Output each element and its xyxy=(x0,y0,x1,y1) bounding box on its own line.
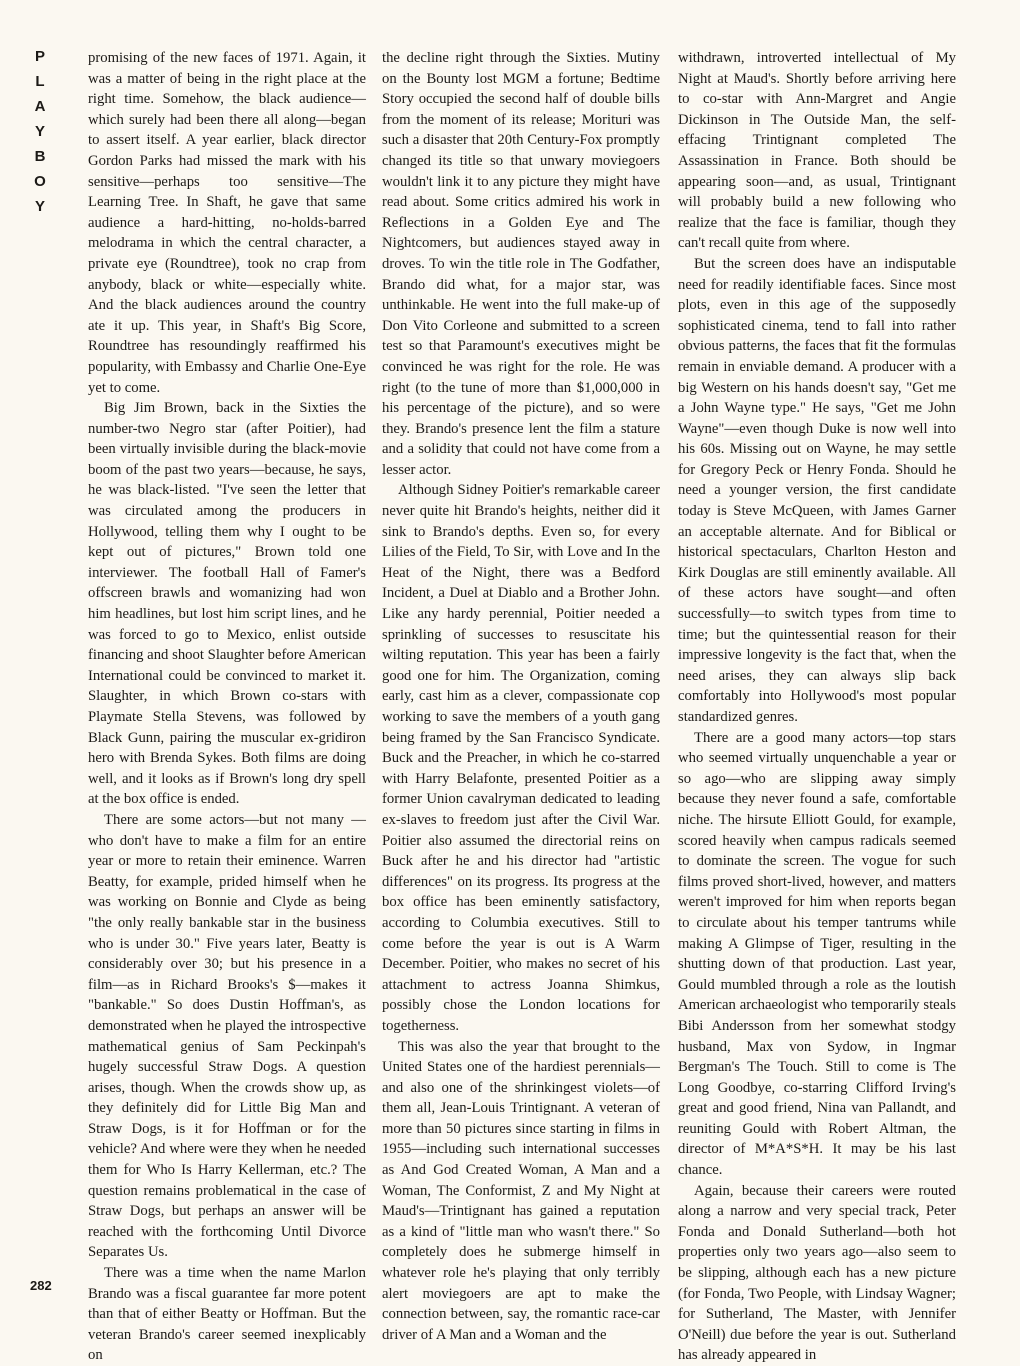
article-paragraph: Although Sidney Poitier's remarkable career never quite hit Brando's heights, neither did it sink to Brando's depths. Even so, for every Lilies of the Field, To Sir, with Love and In the Heat of the Night, there was a Bedford Incident, a Duel at Diablo and a Brother John. Like any hardy perennial, Poitier needed a sprinkling of successes to resuscitate his wilting reputation. This year has been a fairly good one for him. The Organization, coming early, cast him as a clever, compassionate cop working to save the members of a youth gang being framed by the San Francisco Syndicate. Buck and the Preacher, in which he co-starred with Harry Belafonte, presented Poitier as a former Union cavalryman dedicated to leading ex-slaves to freedom just after the Civil War. Poitier also assumed the directorial reins on Buck after he and his director had "artistic differences" on its progress. Its progress at the box office has been eminently satisfactory, according to Columbia executives. Still to come before the year is out is A Warm December. Poitier, who makes no secret of his attachment to actress Joanna Shimkus, possibly chose the London locations for togetherness. xyxy=(382,482,660,1034)
article-column-3 xyxy=(678,48,956,1366)
magazine-name-letter: Y xyxy=(34,123,45,140)
magazine-name-letter: O xyxy=(34,173,46,190)
magazine-name-letter: L xyxy=(35,73,45,90)
magazine-name-letter: Y xyxy=(34,198,45,215)
article-column-2 xyxy=(382,48,660,1345)
article-paragraph: There was a time when the name Marlon Brando was a fiscal guarantee far more potent than that of either Beatty or Hoffman. But the veteran Brando's career seemed inexplicably on xyxy=(88,1265,366,1364)
magazine-name-letter: P xyxy=(34,48,45,65)
article-paragraph: promising of the new faces of 1971. Again, it was a matter of being in the right place at the right time. Somehow, the black audience—which surely had been there all along—began to assert itself. A year earlier, black director Gordon Parks had missed the mark with his sensitive—perhaps too sensitive—The Learning Tree. In Shaft, he gave that same audience a hard-hitting, no-holds-barred melodrama in which the central character, a private eye (Roundtree), took no crap from anybody, black or white—especially white. And the black audiences around the country ate it up. This year, in Shaft's Big Score, Roundtree has resoundingly reaffirmed his popularity, with Embassy and Charlie One-Eye yet to come. xyxy=(88,50,366,396)
article-paragraph: withdrawn, introverted intellectual of My Night at Maud's. Shortly before arriving here to co-star with Ann-Margret and Angie Dickinson in The Outside Man, the self-effacing Trintignant completed The Assassination in France. Both should be appearing soon—and, as usual, Trintignant will probably build a new following who realize that the face is familiar, though they can't recall quite from where. xyxy=(678,50,956,252)
article-paragraph: This was also the year that brought to the United States one of the hardiest perennials—and also one of the shrinkingest violets—of them all, Jean-Louis Trintignant. A veteran of more than 50 pictures since starting in films in 1955—including such international successes as And God Created Woman, A Man and a Woman, The Conformist, Z and My Night at Maud's—Trintignant has gained a reputation as a kind of "little man who wasn't there." So completely does he submerge himself in whatever role he's playing that only terribly alert moviegoers are apt to make the connection between, say, the romantic race-car driver of A Man and a Woman and the xyxy=(382,1038,660,1343)
article-paragraph: the decline right through the Sixties. Mutiny on the Bounty lost MGM a fortune; Bedtime Story occupied the second half of double bills from the moment of its release; Morituri was such a disaster that 20th Century-Fox promptly changed its title so that unwary moviegoers wouldn't link it to any picture they might have read about. Some critics admired his work in Reflections in a Golden Eye and The Nightcomers, but audiences stayed away in droves. To win the title role in The Godfather, Brando did what, for a major star, was unthinkable. He went into the full make-up of Don Vito Corleone and submitted to a screen test so that Paramount's executives might be convinced he was right for the role. He was right (to the tune of more than $1,000,000 in his percentage of the picture), and so were they. Brando's presence lent the film a stature and a solidity that could not have come from a lesser actor. xyxy=(382,50,660,478)
article-paragraph: Big Jim Brown, back in the Sixties the number-two Negro star (after Poitier), had been virtually invisible during the black-movie boom of the past two years—because, he says, he was black-listed. "I've seen the letter that was circulated among the producers in Hollywood, telling them why I ought to be kept out of pictures," Brown told one interviewer. The football Hall of Famer's offscreen brawls and womanizing had won him headlines, but lost him script lines, and he was forced to go to Mexico, enlist outside financing and shoot Slaughter before American International could be convinced to market it. Slaughter, in which Brown co-stars with Playmate Stella Stevens, was followed by Black Gunn, pairing the muscular ex-gridiron hero with Brenda Sykes. Both films are doing well, and it looks as if Brown's long dry spell at the box office is ended. xyxy=(88,400,366,808)
magazine-name-vertical xyxy=(28,44,52,219)
article-column-1 xyxy=(88,48,366,1366)
page-number: 282 xyxy=(30,1278,52,1293)
article-paragraph: But the screen does have an indisputable need for readily identifiable faces. Since most plots, even in this age of the supposedly sophisticated cinema, tend to fall into rather obvious patterns, the faces that fit the formulas remain in enviable demand. A producer with a big Western on his hands doesn't say, "Get me a John Wayne type." He says, "Get me John Wayne"—even though Duke is now well into his 60s. Missing out on Wayne, he may settle for Gregory Peck or Henry Fonda. Should he need a younger version, the first candidate today is Steve McQueen, with James Garner an acceptable alternate. And for Biblical or historical spectaculars, Charlton Heston and Kirk Douglas are still eminently available. All of these actors have sought—and often successfully—to switch types from time to time; but the quintessential reason for their impressive longevity is the fact that, when the need arises, they can always slip back comfortably into Hollywood's most popular standardized genres. xyxy=(678,255,956,725)
magazine-name-letter: A xyxy=(34,98,46,115)
article-paragraph: Again, because their careers were routed along a narrow and very special track, Peter Fonda and Donald Sutherland—both hot properties only two years ago—also seem to be slipping, although each has a new picture (for Fonda, Two People, with Lindsay Wagner; for Sutherland, The Master, with Jennifer O'Neill) due before the year is out. Sutherland has already appeared in xyxy=(678,1182,956,1364)
article-paragraph: There are a good many actors—top stars who seemed virtually unquenchable a year or so ago—who are slipping away simply because they never found a safe, comfortable niche. The hirsute Elliott Gould, for example, scored heavily when campus radicals seemed to dominate the screen. The vogue for such films proved short-lived, however, and matters weren't improved for him when reports began to circulate about his temper tantrums while making A Glimpse of Tiger, resulting in the shutting down of that production. Last year, Gould mumbled through a role as the loutish American archaeologist who temporarily steals Bibi Andersson from her somewhat stodgy husband, Max von Sydow, in Ingmar Bergman's The Touch. Still to come is The Long Goodbye, co-starring Clifford Irving's great and good friend, Nina van Pallandt, and reuniting Gould with Robert Altman, the director of M*A*S*H. It may be his last chance. xyxy=(678,729,956,1179)
article-paragraph: There are some actors—but not many —who don't have to make a film for an entire year or more to retain their eminence. Warren Beatty, for example, prided himself when he was working on Bonnie and Clyde as being "the only really bankable star in the business who is under 30." Five years later, Beatty is considerably over 30; but his presence in a film—as in Richard Brooks's $—makes it "bankable." So does Dustin Hoffman's, as demonstrated when he played the introspective mathematical genius of Sam Peckinpah's hugely successful Straw Dogs. A question arises, though. When the crowds show up, as they definitely did for Little Big Man and Straw Dogs, is it for Hoffman or for the vehicle? And where were they when he needed them for Who Is Harry Kellerman, etc.? The question remains problematical in the case of Straw Dogs, but perhaps an answer will be reached with the forthcoming Until Divorce Separates Us. xyxy=(88,811,366,1261)
magazine-name-letter: B xyxy=(34,148,46,165)
